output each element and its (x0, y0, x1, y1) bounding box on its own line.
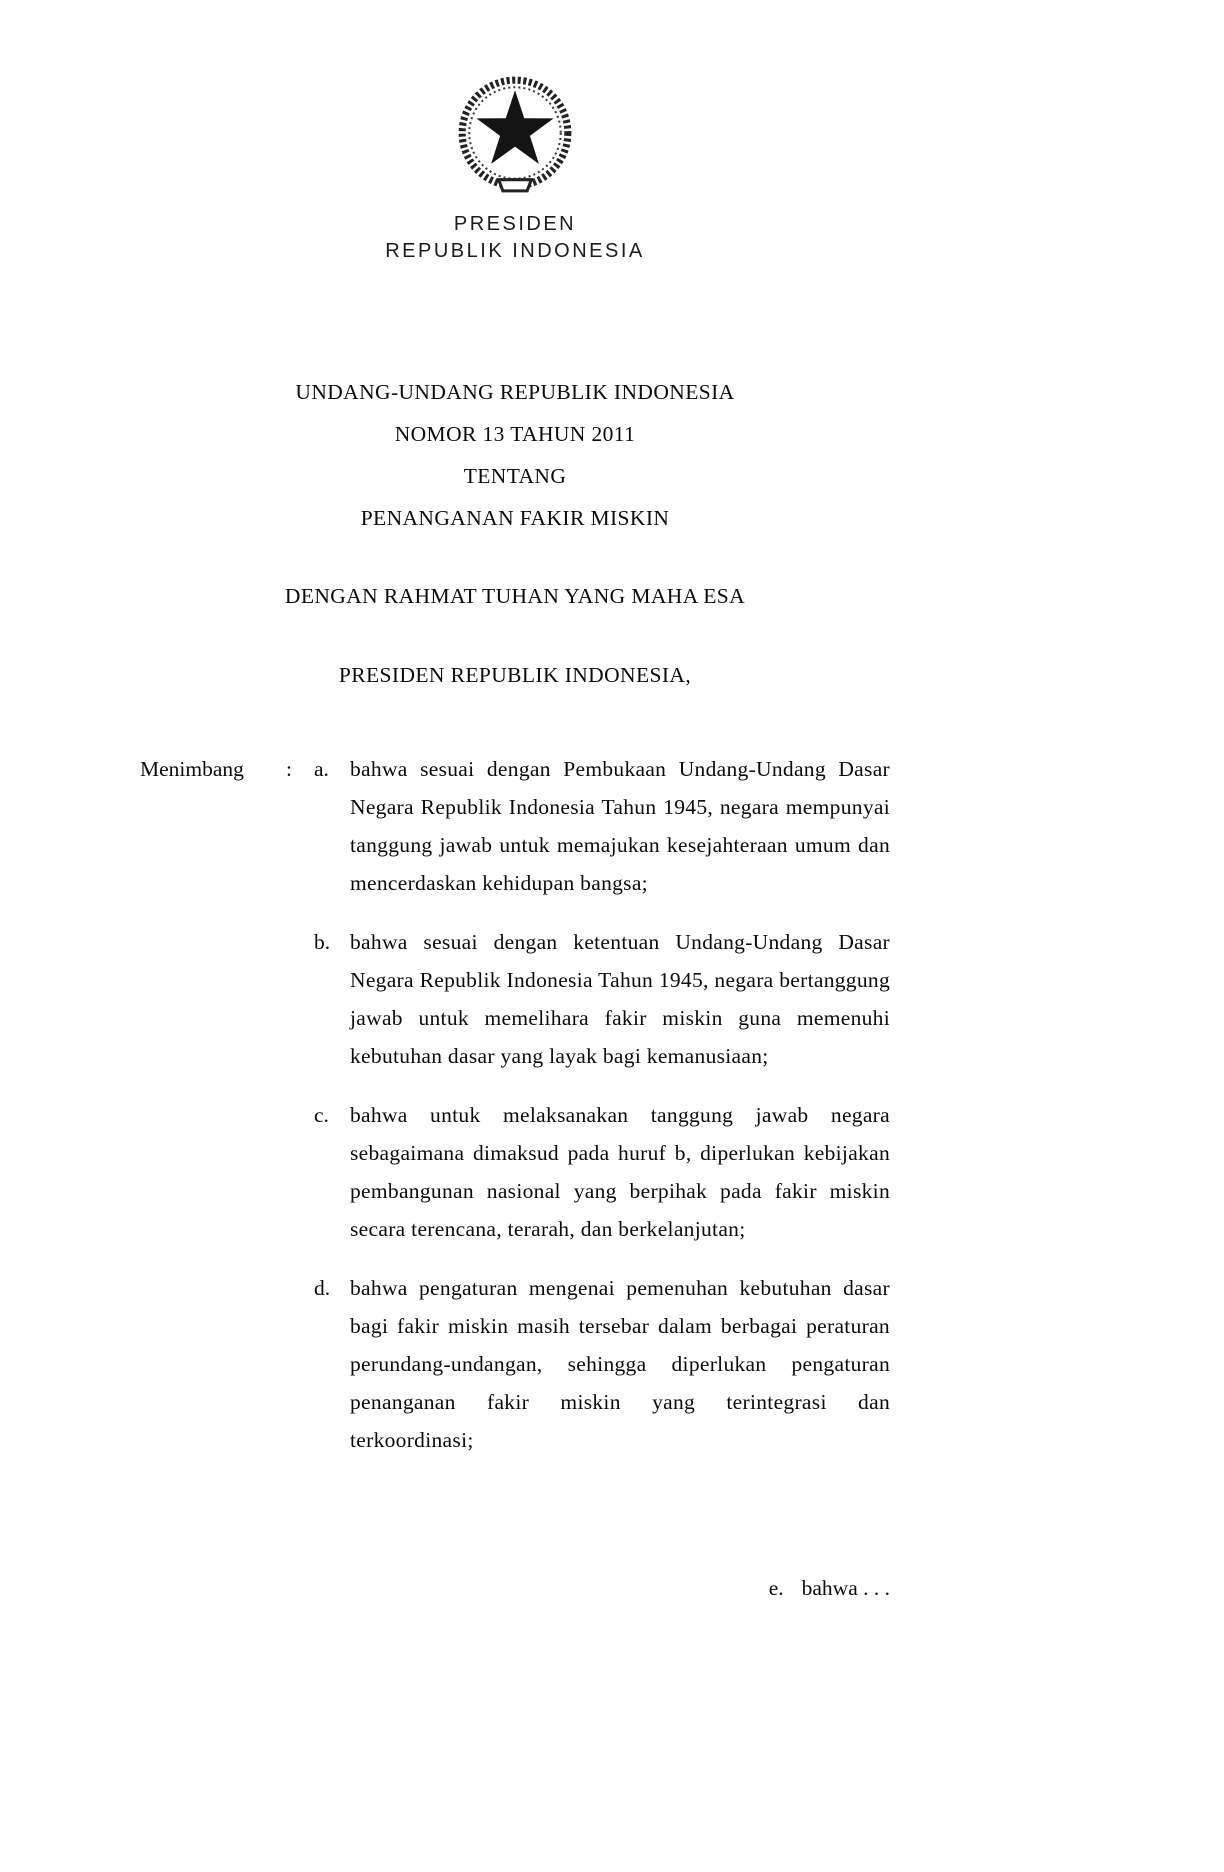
item-letter: d. (314, 1276, 331, 1300)
catchword (140, 1576, 890, 1601)
letterhead-presiden: PRESIDEN (453, 213, 577, 235)
catchword-letter: e. (768, 1576, 784, 1600)
item-text: bahwa sesuai dengan Pembukaan Undang-Undang Dasar Negara Republik Indonesia Tahun 1945, negara mempunyai tanggung jawab untuk memajukan kesejahteraan umum dan mencerdaskan kehidupan bangsa; (350, 757, 890, 895)
considering-section (140, 750, 890, 1480)
item-text: bahwa sesuai dengan ketentuan Undang-Undang Dasar Negara Republik Indonesia Tahun 1945, negara bertanggung jawab untuk memelihara fakir miskin guna memenuhi kebutuhan dasar yang layak bagi kemanusiaan; (350, 930, 890, 1068)
considering-item-a (314, 750, 890, 902)
law-title: UNDANG-UNDANG REPUBLIK INDONESIA (295, 380, 735, 404)
title-block (140, 381, 890, 686)
item-letter: b. (314, 930, 331, 954)
law-subject: PENANGANAN FAKIR MISKIN (360, 506, 670, 530)
item-letter: a. (314, 757, 329, 781)
considering-label: Menimbang (140, 757, 244, 781)
considering-items (314, 750, 890, 1480)
item-letter: c. (314, 1103, 329, 1127)
item-text: bahwa pengaturan mengenai pemenuhan kebutuhan dasar bagi fakir miskin masih tersebar dalam berbagai peraturan perundang-undangan, sehingga diperlukan pengaturan penanganan fakir miskin yang terintegrasi dan terkoordinasi; (350, 1276, 890, 1452)
letterhead-republik-indonesia: REPUBLIK INDONESIA (385, 240, 645, 262)
catchword-text: bahwa . . . (801, 1576, 890, 1600)
considering-item-d (314, 1269, 890, 1459)
considering-item-b (314, 923, 890, 1075)
item-text: bahwa untuk melaksanakan tanggung jawab negara sebagaimana dimaksud pada huruf b, diperlukan kebijakan pembangunan nasional yang berpihak pada fakir miskin secara terencana, terarah, dan berkelanjutan; (350, 1103, 890, 1241)
authority-line: PRESIDEN REPUBLIK INDONESIA, (338, 663, 692, 687)
considering-colon: : (286, 757, 292, 781)
star-wreath-emblem-icon (452, 72, 578, 203)
letterhead (140, 72, 890, 265)
tentang-label: TENTANG (463, 464, 567, 488)
law-number: NOMOR 13 TAHUN 2011 (394, 422, 636, 446)
invocation-line: DENGAN RAHMAT TUHAN YANG MAHA ESA (284, 584, 746, 608)
considering-item-c (314, 1096, 890, 1248)
